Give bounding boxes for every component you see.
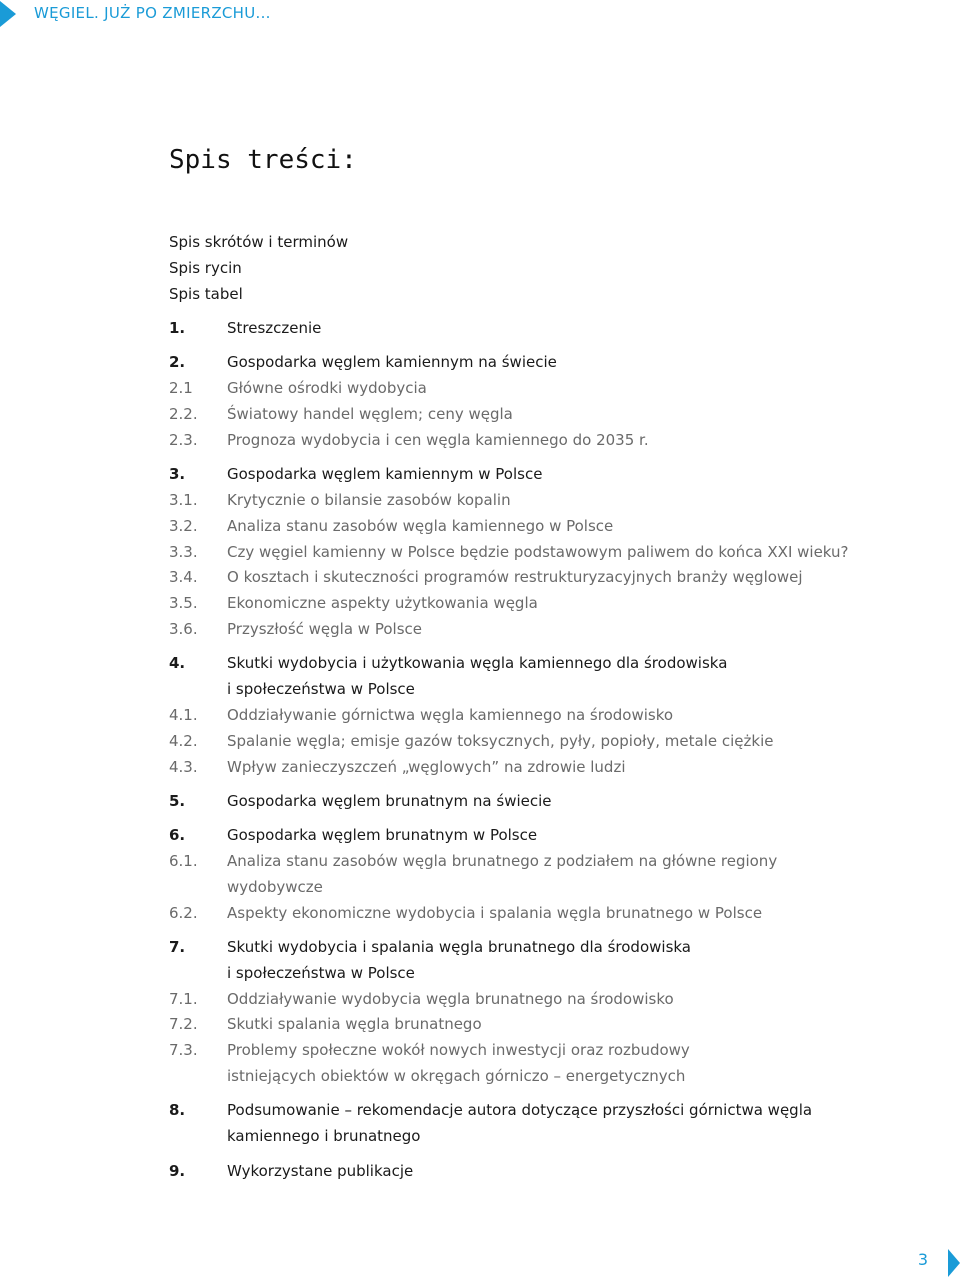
toc-number: 2.3. [169,430,198,449]
toc-prelim-item[interactable] [169,256,869,282]
toc-number: 2.2. [169,404,198,423]
toc-subsection-item[interactable] [169,729,869,755]
toc-number: 3.5. [169,594,198,613]
toc-section-item[interactable] [169,1098,869,1124]
toc-label-continuation [169,1064,869,1090]
header-arrow-icon [0,1,16,27]
toc-section-item[interactable] [169,350,869,376]
toc-prelim-item[interactable] [169,230,869,256]
toc-number: 4.3. [169,757,198,776]
toc-subsection-item[interactable] [169,514,869,540]
toc-subsection-item[interactable] [169,617,869,643]
toc-label: Oddziaływanie wydobycia węgla brunatnego na środowisko [227,989,674,1008]
toc-label: Główne ośrodki wydobycia [227,379,427,398]
toc-number: 6.2. [169,903,198,922]
toc-subsection-item[interactable] [169,565,869,591]
toc-prelim-item[interactable] [169,282,869,308]
toc-subsection-item[interactable] [169,849,869,901]
toc-subsection-item[interactable] [169,1038,869,1064]
toc-prelim-label: Spis rycin [169,258,242,277]
toc-label: Gospodarka węglem kamiennym na świecie [227,353,557,372]
toc-label: Spalanie węgla; emisje gazów toksycznych, pyły, popioły, metale ciężkie [227,731,774,750]
toc-section-item[interactable] [169,789,869,815]
toc-number: 7. [169,938,186,957]
toc-number: 3.2. [169,516,198,535]
toc-number: 7.3. [169,1041,198,1060]
toc-section-item[interactable] [169,935,869,961]
toc-number: 4.1. [169,705,198,724]
toc-label: Gospodarka węglem kamiennym w Polsce [227,465,543,484]
toc-number: 2.1 [169,379,193,398]
toc-label: Streszczenie [227,318,322,337]
toc-number: 6. [169,826,186,845]
toc-subsection-item[interactable] [169,901,869,927]
toc-subsection-item[interactable] [169,376,869,402]
toc-subsection-item[interactable] [169,703,869,729]
toc-number: 3.3. [169,542,198,561]
toc-number: 3.1. [169,490,198,509]
toc-subsection-item[interactable] [169,987,869,1013]
toc-label-continuation-text: i społeczeństwa w Polsce [227,680,415,699]
table-of-contents [169,230,869,1184]
toc-label: Oddziaływanie górnictwa węgla kamiennego na środowisko [227,705,674,724]
toc-label: Gospodarka węglem brunatnym na świecie [227,791,552,810]
toc-number: 3.6. [169,619,198,638]
toc-section-item[interactable] [169,316,869,342]
toc-label-continuation [169,961,869,987]
toc-subsection-item[interactable] [169,540,869,566]
toc-label-continuation-text: i społeczeństwa w Polsce [227,963,415,982]
toc-subsection-item[interactable] [169,488,869,514]
toc-prelim-label: Spis skrótów i terminów [169,233,349,251]
toc-label: Analiza stanu zasobów węgla kamiennego w Polsce [227,516,614,535]
toc-number: 7.2. [169,1015,198,1034]
toc-number: 1. [169,318,186,337]
toc-number: 3.4. [169,568,198,587]
toc-label: Podsumowanie – rekomendacje autora dotyczące przyszłości górnictwa węgla [227,1101,813,1120]
toc-label: Ekonomiczne aspekty użytkowania węgla [227,594,538,613]
toc-label: Prognoza wydobycia i cen węgla kamiennego do 2035 r. [227,430,649,449]
toc-subsection-item[interactable] [169,402,869,428]
page-number: 3 [917,1250,928,1269]
toc-number: 3. [169,465,186,484]
toc-label: Przyszłość węgla w Polsce [227,619,422,638]
toc-section-item[interactable] [169,1159,869,1185]
toc-label: Wpływ zanieczyszczeń „węglowych” na zdrowie ludzi [227,757,626,776]
toc-number: 8. [169,1101,186,1120]
toc-number: 9. [169,1161,186,1180]
toc-subsection-item[interactable] [169,428,869,454]
toc-label: Wykorzystane publikacje [227,1161,414,1180]
toc-label-continuation-text: kamiennego i brunatnego [227,1127,421,1146]
toc-number: 4. [169,654,186,673]
toc-label-continuation-text: istniejących obiektów w okręgach górniczo – energetycznych [227,1067,686,1086]
toc-label: Problemy społeczne wokół nowych inwestycji oraz rozbudowy [227,1041,690,1060]
page-title: Spis treści: [169,145,357,175]
toc-label: Czy węgiel kamienny w Polsce będzie podstawowym paliwem do końca XXI wieku? [227,542,849,561]
toc-number: 7.1. [169,989,198,1008]
toc-label-continuation [169,1124,869,1150]
toc-subsection-item[interactable] [169,591,869,617]
toc-label-continuation [169,677,869,703]
toc-section-item[interactable] [169,462,869,488]
toc-label: Krytycznie o bilansie zasobów kopalin [227,490,511,509]
toc-label: Skutki wydobycia i użytkowania węgla kamiennego dla środowiska [227,654,728,673]
toc-label: Skutki wydobycia i spalania węgla brunatnego dla środowiska [227,938,691,957]
running-header: WĘGIEL. JUŻ PO ZMIERZCHU... [34,4,271,22]
toc-number: 5. [169,791,186,810]
toc-label: Skutki spalania węgla brunatnego [227,1015,482,1034]
toc-section-item[interactable] [169,651,869,677]
toc-label: Analiza stanu zasobów węgla brunatnego z podziałem na główne regiony wydobywcze [227,852,778,896]
toc-label: Aspekty ekonomiczne wydobycia i spalania węgla brunatnego w Polsce [227,903,763,922]
toc-number: 4.2. [169,731,198,750]
toc-section-item[interactable] [169,823,869,849]
toc-label: O kosztach i skuteczności programów restrukturyzacyjnych branży węglowej [227,568,803,587]
footer-arrow-icon [948,1249,960,1277]
toc-prelim-label: Spis tabel [169,284,243,303]
toc-subsection-item[interactable] [169,1012,869,1038]
toc-label: Światowy handel węglem; ceny węgla [227,404,513,423]
toc-subsection-item[interactable] [169,755,869,781]
toc-number: 6.1. [169,852,198,871]
toc-number: 2. [169,353,186,372]
toc-label: Gospodarka węglem brunatnym w Polsce [227,826,538,845]
